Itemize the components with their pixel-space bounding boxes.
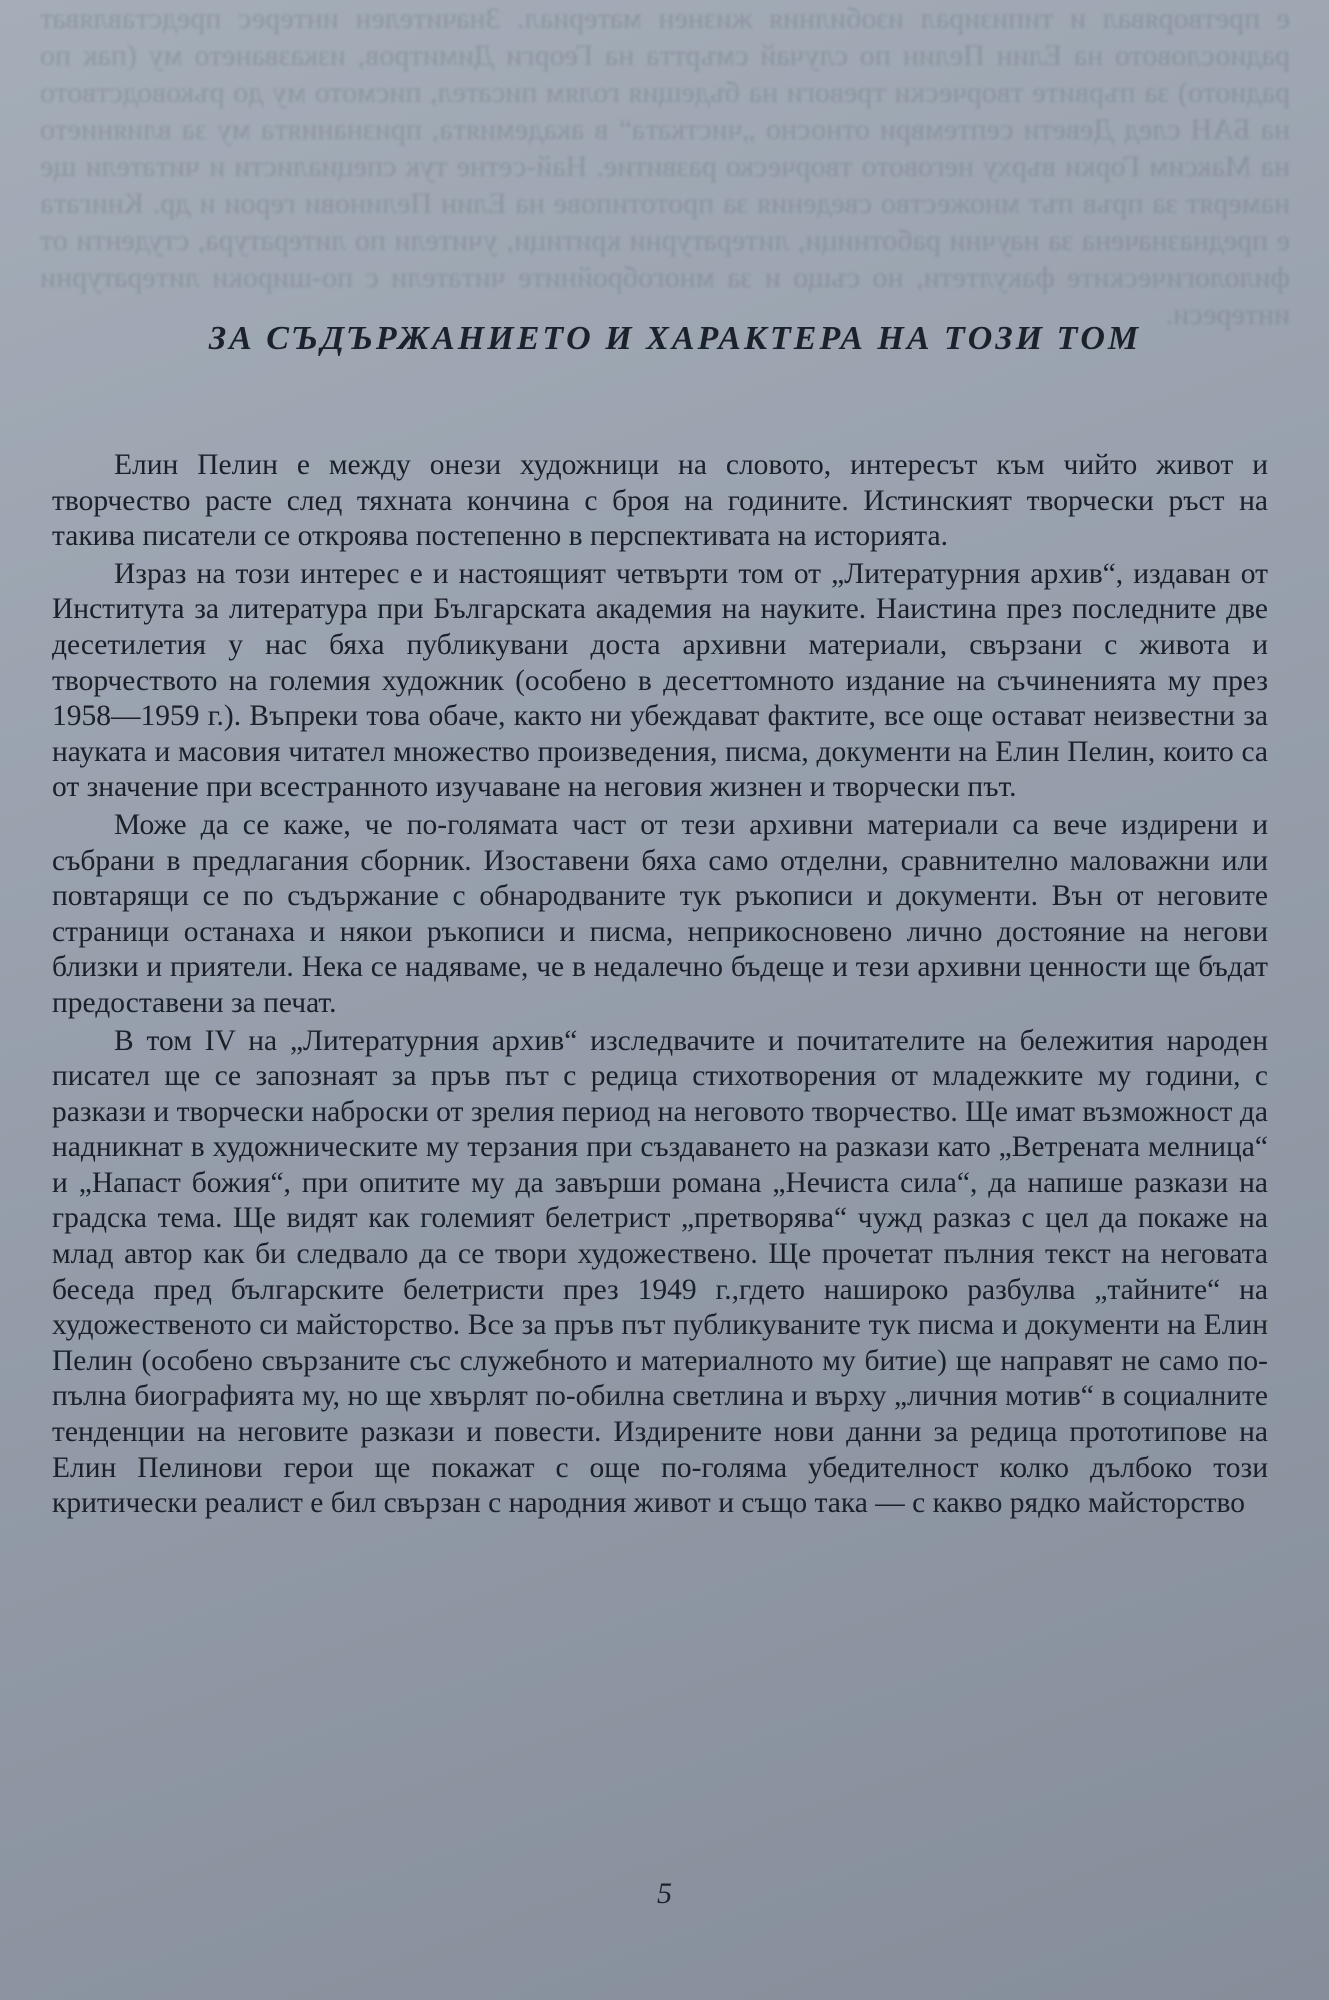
paragraph-4: В том IV на „Литературния архив“ изследвачите и почитателите на бележития народен писател ще се запознаят за пръв път с редица стихотворения от младежките му години, с разкази и творчески наброски от зрелия период на неговото творчество. Ще имат възможност да надникнат в художническите му терзания при създаването на разкази като „Ветрената мелница“ и „Напаст божия“, при опитите му да завърши романа „Нечиста сила“, да напише разкази на градска тема. Ще видят как големият белетрист „претворява“ чужд разказ с цел да покаже на млад автор как би следвало да се твори художествено. Ще прочетат пълния текст на неговата беседа пред българските белетристи през 1949 г.,гдето нашироко разбулва „тайните“ на художественото си майсторство. Все за пръв път публикуваните тук писма и документи на Елин Пелин (особено свързаните със служебното и материалното му битие) ще направят не само по-пълна биографията му, но ще хвърлят по-обилна светлина и върху „личния мотив“ в социалните тенденции на неговите разкази и повести. Издирените нови данни за редица прототипове на Елин Пелинови герои ще покажат с още по-голяма убедителност колко дълбоко този критически реалист е бил свързан с народния живот и също така — с какво рядко майсторство <box>52 1024 1268 1520</box>
paragraph-1: Елин Пелин е между онези художници на словото, интересът към чийто живот и творчество расте след тяхната кончина с броя на годините. Истинският творчески ръст на такива писатели се откроява постепенно в перспективата на историята. <box>52 449 1268 553</box>
page-heading: ЗА СЪДЪРЖАНИЕТО И ХАРАКТЕРА НА ТОЗИ ТОМ <box>208 320 1142 357</box>
paragraph-2: Израз на този интерес е и настоящият четвърти том от „Литературния архив“, издаван от Института за литература при Българската академия на науките. Наистина през последните две десетилетия у нас бяха публикувани доста архивни материали, свързани с живота и творчеството на големия художник (особено в десеттомното издание на съчиненията му през 1958—1959 г.). Въпреки това обаче, както ни убеждават фактите, все още остават неизвестни за науката и масовия читател множество произведения, писма, документи на Елин Пелин, които са от значение при всестранното изучаване на неговия жизнен и творчески път. <box>52 557 1268 804</box>
bleed-through-paragraph: е претворявал и типизирал изобилния жизнен материал. Значителен интерес представляват радиословото на Елин Пелин по случай смъртта на Георги Димитров, изказването му (пак по радиото) за първите творчески тревоги на бъдещия голям писател, писмото му до ръководството на БАН след Девети септември относно „чистката“ в академията, признанията му за влиянието на Максим Горки върху неговото творческо развитие. Най-сетне тук специалисти и читатели ще намерят за пръв път множество сведения за прототипове на Елин Пелинови герои и др. Книгата е предназначена за научни работници, литературни критици, учители по литература, студенти от филологическите факултети, но също и за многобройните читатели с по-широки литературни интереси. <box>40 2 1290 331</box>
bleed-through-text <box>40 0 1290 440</box>
paragraph-3: Може да се каже, че по-голямата част от тези архивни материали са вече издирени и събрани в предлагания сборник. Изоставени бяха само отделни, сравнително маловажни или повтарящи се по съдържание с обнародваните тук ръкописи и документи. Вън от неговите страници останаха и някои ръкописи и писма, неприкосновено лично достояние на негови близки и приятели. Нека се надяваме, че в недалечно бъдеще и тези архивни ценности ще бъдат предоставени за печат. <box>52 808 1268 1019</box>
body-text <box>52 448 1268 1524</box>
page-number: 5 <box>657 1877 672 1910</box>
